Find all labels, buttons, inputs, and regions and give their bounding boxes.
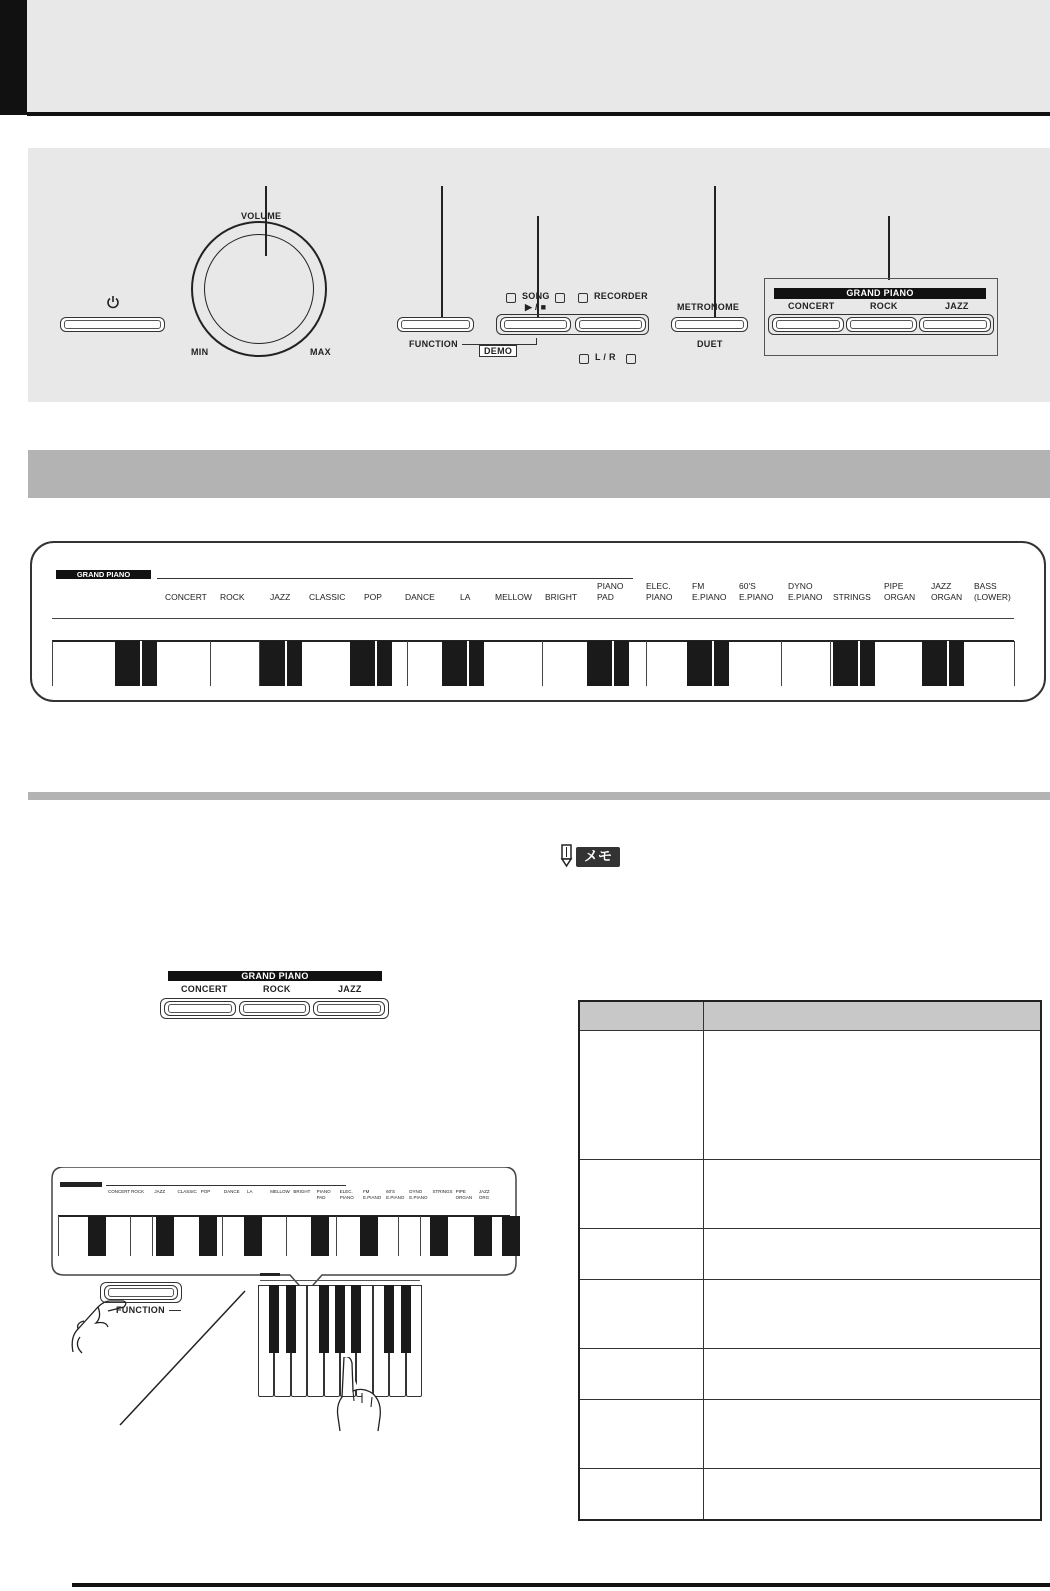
illustration-key-divider (336, 1216, 337, 1256)
memo-badge (558, 847, 620, 867)
table-cell (704, 1160, 1042, 1229)
table-header-row (579, 1001, 1041, 1031)
illustration-keys (58, 1216, 510, 1256)
illustration-tone-label: LA (247, 1189, 253, 1194)
tone-label-line2: PIANO (646, 592, 673, 602)
white-key-divider (210, 641, 211, 686)
tone-label (692, 581, 726, 603)
table-header-cell (704, 1001, 1042, 1031)
keyboard-tone-panel (30, 541, 1046, 702)
tone-label-line1 (165, 581, 207, 592)
illustration-tone-label: MELLOW (270, 1189, 290, 1194)
illustration-black-key (88, 1216, 106, 1256)
table-cell (579, 1349, 704, 1400)
small-jazz-label: JAZZ (338, 984, 362, 994)
tone-label-line2: DANCE (405, 592, 435, 602)
table-row (579, 1280, 1041, 1349)
table-row (579, 1349, 1041, 1400)
small-jazz-button[interactable] (313, 1001, 385, 1016)
grand-piano-bracket (157, 578, 633, 579)
tone-label-line1 (270, 581, 290, 592)
tone-label-line1 (460, 581, 470, 592)
tone-label (884, 581, 915, 603)
section-rule (28, 792, 1050, 800)
tone-label (270, 581, 290, 603)
black-key[interactable] (442, 641, 484, 686)
illustration-tone-label: FM E.PIANO (362, 1189, 382, 1200)
rock-label: ROCK (870, 301, 898, 311)
small-rock-label: ROCK (263, 984, 291, 994)
header-bar (0, 0, 1050, 115)
illustration-tone-label: PIANO PAD (316, 1189, 331, 1200)
tone-label-line2: POP (364, 592, 382, 602)
tone-label-line1: PIPE (884, 581, 904, 591)
black-key[interactable] (350, 641, 392, 686)
table-cell (704, 1229, 1042, 1280)
white-key-divider (1014, 641, 1015, 686)
small-concert-button[interactable] (164, 1001, 236, 1016)
tone-label (309, 581, 345, 603)
table-cell (579, 1229, 704, 1280)
black-key[interactable] (687, 641, 729, 686)
table-cell (579, 1469, 704, 1521)
closeup-label-strip (260, 1273, 280, 1276)
illustration-tone-label: DYNO E.PIANO (409, 1189, 428, 1200)
tone-label-line1 (309, 581, 345, 592)
tone-label-line2: E.PIANO (692, 592, 727, 602)
black-key-gap (467, 641, 469, 686)
tone-label-line1: PIANO (597, 581, 624, 591)
power-icon (106, 295, 120, 309)
tone-label-line1 (545, 581, 577, 592)
illustration-black-key (311, 1216, 329, 1256)
small-concert-label: CONCERT (181, 984, 228, 994)
closeup-black-key[interactable] (351, 1285, 361, 1353)
table-cell (579, 1031, 704, 1160)
tone-label-line2: E.PIANO (739, 592, 774, 602)
illustration-tone-label: DANCE (223, 1189, 240, 1194)
illustration (50, 1167, 530, 1457)
tone-label-line1 (405, 581, 435, 592)
callout-line-tone (888, 216, 890, 280)
memo-label: メモ (576, 847, 620, 867)
table-cell (704, 1031, 1042, 1160)
illustration-group-label (60, 1182, 102, 1187)
black-key[interactable] (922, 641, 964, 686)
illustration-tone-label: JAZZ ORG (478, 1189, 490, 1200)
illustration-tone-label: CLASSIC (177, 1189, 197, 1194)
tone-label-line1: 60'S (739, 581, 756, 591)
tone-label-line1: BASS (974, 581, 997, 591)
tone-label (460, 581, 470, 603)
illustration-tone-label: JAZZ (154, 1189, 166, 1194)
table-row (579, 1469, 1041, 1521)
closeup-black-key[interactable] (269, 1285, 279, 1353)
white-key-divider (542, 641, 543, 686)
closeup-black-key[interactable] (401, 1285, 411, 1353)
tone-label (220, 581, 245, 603)
white-key-divider (646, 641, 647, 686)
power-button[interactable] (60, 317, 165, 332)
header-rule (27, 112, 1050, 116)
illustration-black-key (156, 1216, 174, 1256)
black-key-gap (285, 641, 287, 686)
song-indicator-2 (555, 289, 565, 307)
play-stop-label: ▶ / ■ (525, 302, 547, 312)
black-key-gap (947, 641, 949, 686)
volume-max-label: MAX (310, 347, 331, 357)
tone-label (545, 581, 577, 603)
tone-label-line1 (220, 581, 245, 592)
function-label: FUNCTION (409, 339, 458, 349)
closeup-label-line (260, 1280, 420, 1281)
volume-knob[interactable] (191, 221, 327, 357)
tone-label-line2: BRIGHT (545, 592, 578, 602)
black-key-gap (858, 641, 860, 686)
tone-label (931, 581, 962, 603)
tone-label-line1 (364, 581, 382, 592)
table-header-cell (579, 1001, 704, 1031)
info-table (578, 1000, 1042, 1521)
lr-label: L / R (595, 352, 616, 362)
closeup-black-key[interactable] (286, 1285, 296, 1353)
table-cell (704, 1349, 1042, 1400)
tone-label-line2: (LOWER) (974, 592, 1011, 602)
grand-piano-label: GRAND PIANO (774, 288, 986, 299)
illustration-tone-label: PIPE ORGAN (455, 1189, 473, 1200)
black-key[interactable] (833, 641, 875, 686)
metronome-button[interactable] (671, 317, 748, 332)
rock-button[interactable] (846, 317, 917, 332)
illustration-key-divider (152, 1216, 153, 1256)
hand-pressing-button-icon (68, 1287, 138, 1357)
keyboard-group-label: GRAND PIANO (56, 570, 151, 579)
tone-label-line2: PAD (597, 592, 614, 602)
function-button[interactable] (397, 317, 474, 332)
table-cell (579, 1160, 704, 1229)
recorder-label: RECORDER (594, 291, 648, 301)
jazz-button[interactable] (919, 317, 991, 332)
table-cell (704, 1469, 1042, 1521)
metronome-label: METRONOME (677, 302, 740, 312)
tone-label-line1: FM (692, 581, 705, 591)
illustration-function-tail (169, 1310, 181, 1311)
tone-label (974, 581, 1011, 603)
illustration-key-divider (58, 1216, 59, 1256)
callout-line-function (441, 186, 443, 326)
illustration-tone-label: 60'S E.PIANO (386, 1189, 405, 1200)
closeup-black-key[interactable] (335, 1285, 345, 1353)
illustration-black-key (360, 1216, 378, 1256)
small-tone-panel (160, 971, 392, 1021)
illustration-black-key (244, 1216, 262, 1256)
closeup-black-key[interactable] (319, 1285, 329, 1353)
tone-label (165, 581, 207, 603)
song-label: SONG (522, 291, 550, 301)
tone-label (597, 581, 623, 603)
illustration-key-divider (420, 1216, 421, 1256)
illustration-tone-label: ROCK (131, 1189, 145, 1194)
tone-label-line1: DYNO (788, 581, 813, 591)
tone-label (833, 581, 871, 603)
table-row (579, 1160, 1041, 1229)
illustration-key-divider (398, 1216, 399, 1256)
demo-label: DEMO (479, 345, 517, 357)
illustration-bracket (106, 1185, 346, 1186)
play-stop-button[interactable] (500, 317, 571, 332)
tone-label (495, 581, 532, 603)
black-key-gap (140, 641, 142, 686)
concert-button[interactable] (772, 317, 844, 332)
tone-label-line1 (495, 581, 532, 592)
tone-label (788, 581, 822, 603)
illustration-tone-label: STRINGS (432, 1189, 453, 1194)
tone-label (364, 581, 382, 603)
illustration-tone-label: POP (200, 1189, 211, 1194)
footer-rule (72, 1583, 1050, 1587)
lr-indicator-left (579, 350, 589, 368)
table-cell (704, 1280, 1042, 1349)
illustration-key-divider (286, 1216, 287, 1256)
table-row (579, 1031, 1041, 1160)
white-key-divider (781, 641, 782, 686)
tone-label (739, 581, 773, 603)
concert-label: CONCERT (788, 301, 835, 311)
recorder-button[interactable] (575, 317, 646, 332)
lr-indicator-right (626, 350, 636, 368)
tone-label-line2: CONCERT (165, 592, 207, 602)
header-black-tab (0, 0, 27, 115)
tone-label-line2: LA (460, 592, 471, 602)
illustration-tone-label: BRIGHT (293, 1189, 311, 1194)
recorder-indicator (578, 289, 588, 307)
table-cell (579, 1280, 704, 1349)
illustration-key-divider (130, 1216, 131, 1256)
black-key[interactable] (260, 641, 302, 686)
small-rock-button[interactable] (239, 1001, 310, 1016)
song-indicator (506, 289, 516, 307)
white-key-divider (407, 641, 408, 686)
illustration-black-key (430, 1216, 448, 1256)
tone-label (646, 581, 672, 603)
demo-bracket-stub (536, 338, 537, 345)
tone-label-line2: E.PIANO (788, 592, 823, 602)
keyboard-divider (52, 618, 1014, 619)
illustration-key-divider (222, 1216, 223, 1256)
table-row (579, 1229, 1041, 1280)
tone-label-line2: CLASSIC (309, 592, 346, 602)
volume-knob-inner (204, 234, 314, 344)
black-key-gap (612, 641, 614, 686)
illustration-black-key (502, 1216, 520, 1256)
hand-pressing-key-icon (332, 1357, 392, 1437)
closeup-black-key[interactable] (384, 1285, 394, 1353)
pencil-icon (558, 844, 576, 868)
tone-label-line1: JAZZ (931, 581, 952, 591)
white-key-divider (830, 641, 831, 686)
tone-label-line2: STRINGS (833, 592, 871, 602)
tone-label-line2: MELLOW (495, 592, 532, 602)
tone-label (405, 581, 435, 603)
table-cell (579, 1400, 704, 1469)
table-row (579, 1400, 1041, 1469)
tone-label-line1: ELEC. (646, 581, 671, 591)
duet-label: DUET (697, 339, 723, 349)
black-key-gap (712, 641, 714, 686)
illustration-tone-label: CONCERT (108, 1189, 131, 1194)
keyboard-keys (52, 641, 1014, 686)
tone-label-line2: ORGAN (884, 592, 916, 602)
section-heading-band (28, 450, 1050, 498)
black-key-gap (375, 641, 377, 686)
tone-label-line2: ORGAN (931, 592, 963, 602)
illustration-function-label: FUNCTION (116, 1305, 165, 1315)
tone-label-line2: ROCK (220, 592, 245, 602)
volume-label: VOLUME (241, 211, 282, 221)
illustration-tone-label: ELEC. PIANO (339, 1189, 354, 1200)
jazz-label: JAZZ (945, 301, 969, 311)
illustration-black-key (474, 1216, 492, 1256)
table-cell (704, 1400, 1042, 1469)
volume-min-label: MIN (191, 347, 209, 357)
tone-label-line1 (833, 581, 871, 592)
control-panel (28, 148, 1050, 402)
black-key[interactable] (115, 641, 157, 686)
tone-label-line2: JAZZ (270, 592, 291, 602)
black-key[interactable] (587, 641, 629, 686)
white-key-divider (52, 641, 53, 686)
illustration-black-key (199, 1216, 217, 1256)
small-grand-piano-label: GRAND PIANO (168, 971, 382, 981)
